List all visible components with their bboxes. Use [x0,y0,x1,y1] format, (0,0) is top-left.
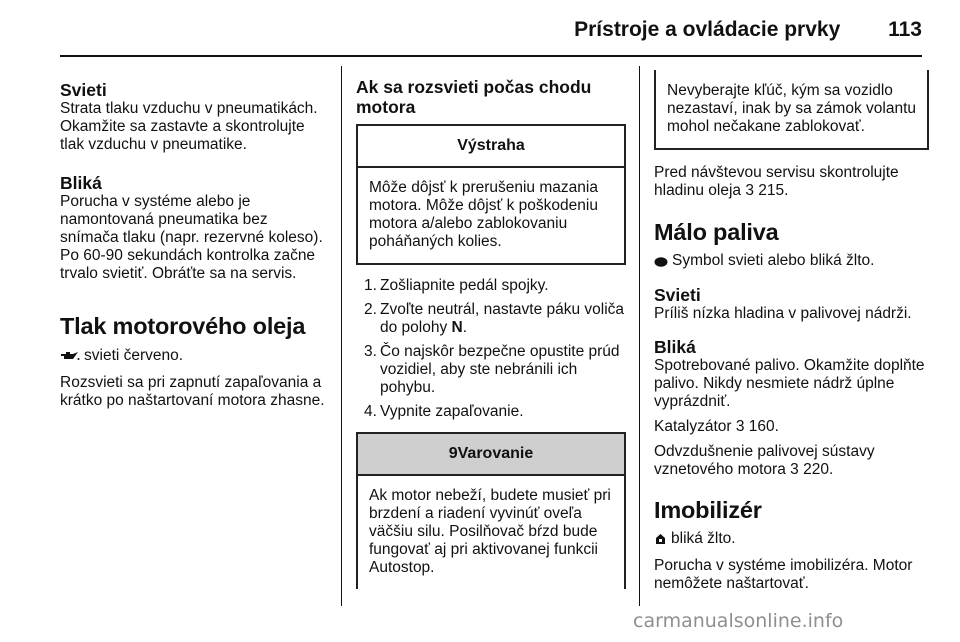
list-item: 1. Zošliapnite pedál spojky. [364,277,549,294]
oil-status-line [60,347,328,367]
oil-pressure-heading: Tlak motorového oleja [60,313,306,339]
fuel-blika-text: Spotrebované palivo. Okamžite doplňte palivo. Nikdy nesmiete nádrž úplne vyprázdniť. [654,357,925,410]
immobilizer-text: Porucha v systéme imobilizéra. Motor nemôžete naštartovať. [654,557,913,592]
engine-running-heading: Ak sa rozsvieti počas chodu motora [356,77,592,117]
oil-can-icon [60,349,80,367]
continued-warning-text: Nevyberajte kľúč, kým sa vozidlo nezastaví, inak by sa zámok volantu mohol nečakane zablokovať. [667,82,916,135]
page-header [0,18,922,48]
warning-text: Ak motor nebeží, budete musieť pri brzdení a riadení vyvinúť oveľa väčšiu silu. Posilňovač bŕzd bude fungovať aj pri aktivovanej funkcii Autostop. [369,487,611,576]
caution-box [356,124,626,265]
catalyst-text: Katalyzátor 3 160. [654,418,779,435]
fuel-indicator-icon [654,254,668,272]
ref-symbol: 3 [790,461,799,478]
blika-text: Porucha v systéme alebo je namontovaná pneumatika bez snímača tlaku (napr. rezervné koleso). Po 60-90 sekundách kontrolka začne trvalo svietiť. Obráťte sa na servis. [60,193,323,282]
column-middle [356,77,626,589]
service-text: Pred návštevou servisu skontrolujte hladinu oleja 3 215. [654,164,899,199]
fuel-svieti-text: Príliš nízka hladina v palivovej nádrži. [654,305,912,322]
oil-status-text: svieti červeno. [84,347,184,364]
column-divider-2 [639,66,640,606]
immobilizer-heading: Imobilizér [654,497,762,523]
ref-symbol: 3 [735,418,745,435]
page-number: 113 [888,18,922,41]
list-item: 4. Vypnite zapaľovanie. [364,403,524,420]
column-divider-1 [341,66,342,606]
column-right [654,70,929,593]
list-item: 2. Zvoľte neutrál, nastavte páku voliča do polohy N. [364,301,625,336]
fuel-status-line [654,252,929,272]
immobilizer-status-line [654,530,929,550]
oil-text: Rozsvieti sa pri zapnutí zapaľovania a krátko po naštartovaní motora zhasne. [60,374,325,409]
svieti-heading: Svieti [60,80,107,100]
fuel-blika-heading: Bliká [654,337,696,357]
immobilizer-status-text: bliká žlto. [671,530,736,547]
watermark: carmanualsonline.info [633,610,844,632]
low-fuel-heading: Málo paliva [654,219,779,245]
page-title: Prístroje a ovládacie prvky [574,18,841,41]
fuel-bleed-text: Odvzdušnenie palivovej sústavy vznetového motora 3 220. [654,443,875,478]
caution-text: Môže dôjsť k prerušeniu mazania motora. Môže dôjsť k poškodeniu motora a/alebo zablokovaniu poháňaných kolies. [369,179,598,250]
list-item: 3. Čo najskôr bezpečne opustite prúd vozidiel, aby ste nebránili ich pohybu. [364,343,620,396]
svieti-text: Strata tlaku vzduchu v pneumatikách. Okamžite sa zastavte a skontrolujte tlak vzduchu v pneumatike. [60,100,318,153]
warning-box [356,432,626,589]
header-rule [60,55,922,57]
warning-symbol: 9 [448,445,458,462]
column-left [60,80,328,410]
caution-title: Výstraha [358,126,624,168]
fuel-status-text: Symbol svieti alebo bliká žlto. [672,252,875,269]
blika-heading: Bliká [60,173,102,193]
fuel-svieti-heading: Svieti [654,285,701,305]
warning-title: 9Varovanie [358,434,624,476]
steps-list [356,277,626,421]
immobilizer-key-icon [654,532,667,550]
continued-warning-box [654,70,929,150]
ref-symbol: 3 [745,182,754,199]
